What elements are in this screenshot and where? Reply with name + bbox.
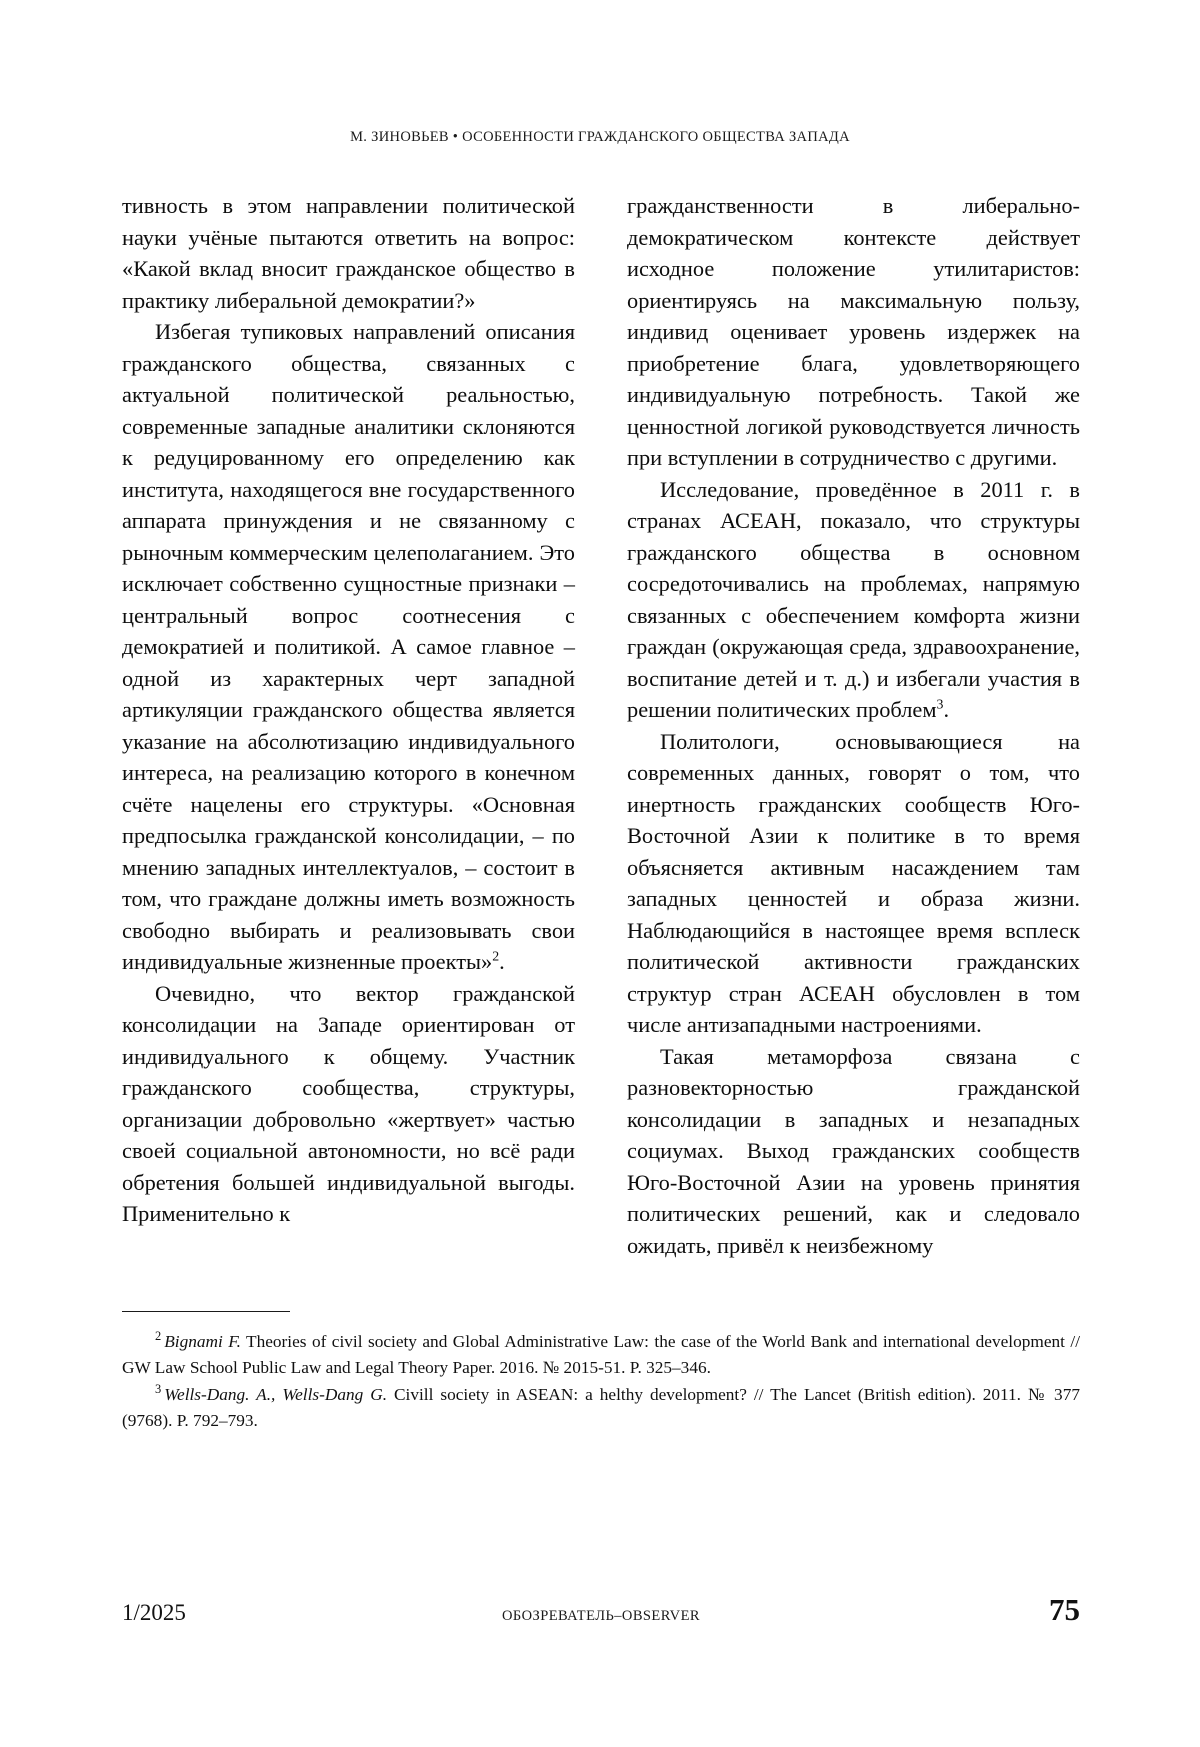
paragraph-text: Исследование, проведённое в 2011 г. в странах АСЕАН, показало, что структуры гражданского общества в основном сосредоточивались на проблемах, напрямую связанных с обеспечением комфорта жизни граждан (окружающая среда, здравоохранение, воспитание детей и т. д.) и избегали участия в решении политических проблем [627,476,1080,722]
journal-name: ОБОЗРЕВАТЕЛЬ–OBSERVER [502,1608,700,1624]
paragraph [627,474,1080,726]
footnote-marker: 2 [155,1329,162,1344]
page-number: 75 [1049,1592,1080,1627]
paragraph-text: Избегая тупиковых направлений описания гражданского общества, связанных с актуальной политической реальностью, современные западные аналитики склоняются к редуцированному его определению как института, находящегося вне государственного аппарата принуждения и не связанному с рыночным коммерческим целеполаганием. Это исключает собственно сущностные признаки – центральный вопрос соотнесения с демократией и политикой. А самое главное – одной из характерных черт западной артикуляции гражданского общества является указание на абсолютизацию индивидуального интереса, на реализацию которого в конечном счёте нацелены его структуры. «Основная предпосылка гражданской консолидации, – по мнению западных интеллектуалов, – состоит в том, что граждане должны иметь возможность свободно выбирать и реализовывать свои индивидуальные жизненные проекты» [122,319,575,974]
paragraph: тивность в этом направлении политической науки учёные пытаются ответить на вопрос: «Какой вклад вносит гражданское общество в практику либеральной демократии?» [122,193,575,313]
footnote-text: Theories of civil society and Global Administrative Law: the case of the World Bank and international development // GW Law School Public Law and Legal Theory Paper. 2016. № 2015-51. P. 325–346. [122,1332,1080,1377]
left-column [122,190,575,1275]
paragraph [122,316,575,978]
body-columns [122,190,1080,1275]
footnote-author: Bignami F. [164,1332,241,1351]
paragraph: Очевидно, что вектор гражданской консолидации на Западе ориентирован от индивидуального к общему. Участник гражданского сообщества, структуры, организации добровольно «жертвует» частью своей социальной автономности, но всё ради обретения большей индивидуальной выгоды. Применительно к [122,980,575,1226]
issue-label: 1/2025 [122,1600,186,1625]
page-footer [122,1592,1080,1640]
right-column [627,190,1080,1275]
footnote-ref-2[interactable]: 2 [492,949,500,965]
paragraph-tail: . [499,949,505,974]
footnote-item [122,1382,1080,1433]
footnotes [122,1329,1080,1435]
footnote-item [122,1329,1080,1380]
footnote-ref-3[interactable]: 3 [936,697,944,713]
running-head [0,128,1200,146]
paragraph-tail: . [943,697,950,722]
paragraph: гражданственности в либерально-демократическом контексте действует исходное положение утилитаристов: ориентируясь на максимальную пользу, индивид оценивает уровень издержек на приобретение блага, удовлетворяющего индивидуальную потребность. Такой же ценностной логикой руководствуется личность при вступлении в сотрудничество с другими. [627,193,1080,470]
footnote-separator [122,1311,290,1312]
paragraph: Политологи, основывающиеся на современных данных, говорят о том, что инертность гражданских сообществ Юго-Восточной Азии к политике в то время объясняется активным насаждением там западных ценностей и образа жизни. Наблюдающийся в настоящее время всплеск политической активности гражданских структур стран АСЕАН обусловлен в том числе антизападными настроениями. [627,728,1080,1037]
footnote-author: Wells-Dang. A., Wells-Dang G. [164,1385,388,1404]
footnote-marker: 3 [155,1382,162,1397]
footnote-text: Civill society in ASEAN: a helthy development? // The Lancet (British edition). 2011. № 377 (9768). P. 792–793. [122,1385,1080,1430]
paragraph: Такая метаморфоза связана с разновекторностью гражданской консолидации в западных и незападных социумах. Выход гражданских сообществ Юго-Восточной Азии на уровень принятия политических решений, как и следовало ожидать, привёл к неизбежному [627,1043,1080,1258]
running-head-text: М. ЗИНОВЬЕВ • ОСОБЕННОСТИ ГРАЖДАНСКОГО ОБЩЕСТВА ЗАПАДА [350,129,850,145]
